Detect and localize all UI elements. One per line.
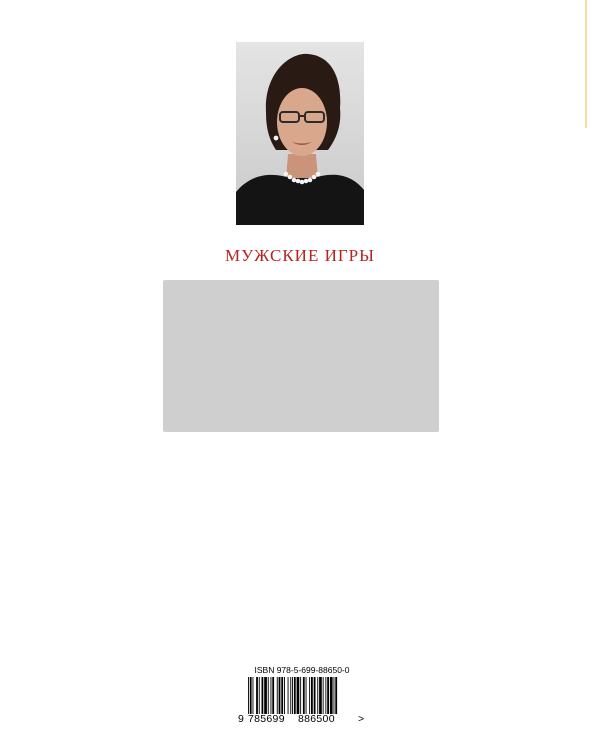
barcode-first-digit: 9 (238, 713, 245, 725)
barcode-bar (294, 677, 296, 714)
barcode-right-group: 886500 (298, 713, 335, 725)
barcode-end-mark: > (358, 713, 365, 725)
barcode-bars (246, 677, 358, 714)
barcode-bar (319, 677, 322, 714)
barcode-bar (327, 677, 329, 714)
barcode (246, 677, 358, 714)
barcode-bar (330, 677, 333, 714)
barcode-bar (256, 677, 258, 714)
barcode-bar (292, 677, 293, 714)
barcode-bar (311, 677, 313, 714)
author-photo (236, 42, 364, 225)
barcode-bar (309, 677, 310, 714)
barcode-bar (290, 677, 291, 714)
barcode-bar (288, 677, 289, 714)
barcode-bar (317, 677, 318, 714)
barcode-left-group: 785699 (248, 713, 285, 725)
synopsis-placeholder (163, 280, 439, 432)
barcode-bar (281, 677, 283, 714)
barcode-bar (250, 677, 252, 714)
barcode-bar (248, 677, 249, 714)
isbn-label: ISBN 978-5-699-88650-0 (254, 665, 350, 675)
barcode-bar (277, 677, 278, 714)
barcode-bar (306, 677, 307, 714)
barcode-bar (271, 677, 272, 714)
author-portrait-illustration (236, 42, 364, 225)
barcode-bar (300, 677, 301, 714)
barcode-bar (279, 677, 281, 714)
barcode-bar (303, 677, 305, 714)
barcode-bar (284, 677, 285, 714)
barcode-bar (264, 677, 267, 714)
barcode-bar (335, 677, 337, 714)
book-synopsis (163, 280, 439, 432)
barcode-bar (272, 677, 274, 714)
book-title: МУЖСКИЕ ИГРЫ (225, 246, 375, 265)
barcode-bar (259, 677, 260, 714)
page-edge-line (585, 0, 587, 128)
barcode-bar (253, 677, 254, 714)
barcode-bar (334, 677, 335, 714)
barcode-bar (314, 677, 316, 714)
barcode-bar (268, 677, 269, 714)
barcode-bar (262, 677, 264, 714)
barcode-bar (297, 677, 300, 714)
barcode-bar (325, 677, 326, 714)
barcode-bar (323, 677, 324, 714)
